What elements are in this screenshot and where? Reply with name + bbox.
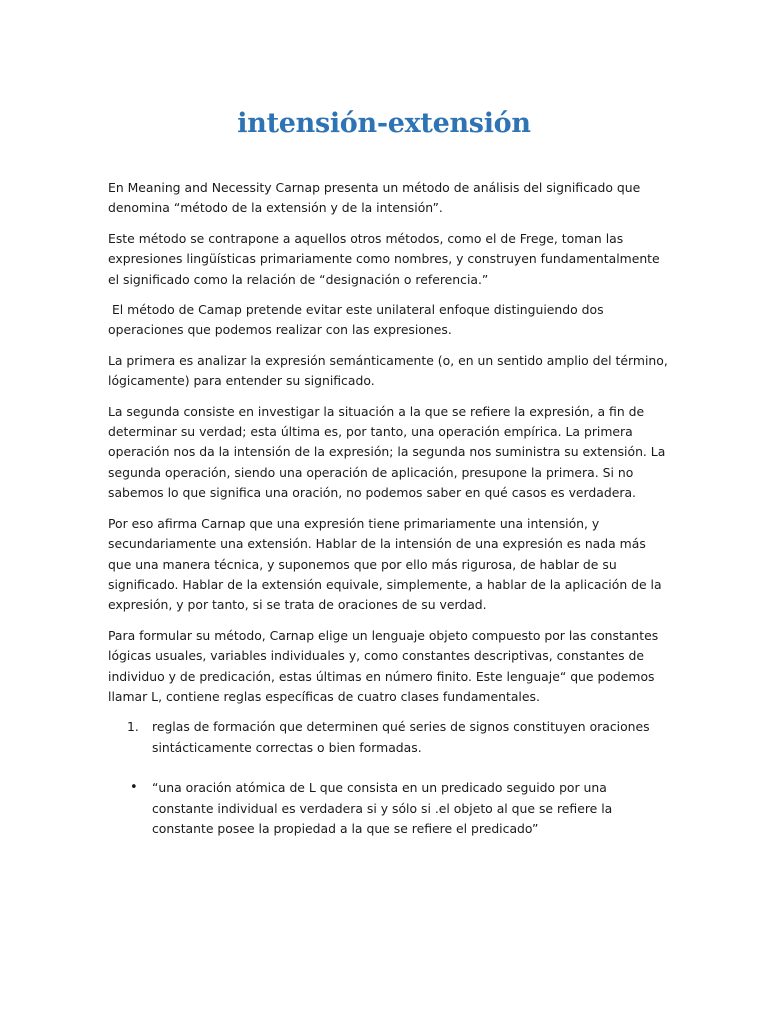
list-item-text: reglas de formación que determinen qué series de signos constituyen oraciones sintácticamente correctas o bien formadas. [152, 719, 650, 755]
paragraph-3: El método de Camap pretende evitar este unilateral enfoque distinguiendo dos operaciones que podemos realizar con las expresiones. [108, 302, 608, 338]
paragraph-4: La primera es analizar la expresión semánticamente (o, en un sentido amplio del término, lógicamente) para entender su significado. [108, 352, 668, 389]
numbered-list [108, 717, 668, 758]
list-item [108, 717, 668, 758]
document-title: intensión-extensión [237, 108, 531, 139]
bullet-icon: • [130, 780, 138, 796]
bullet-list [108, 778, 668, 839]
list-number: 1. [127, 719, 139, 735]
paragraph-5: La segunda consiste en investigar la situación a la que se refiere la expresión, a fin de determinar su verdad; esta última es, por tanto, una operación empírica. La primera operación nos da la intensión de la expresión; la segunda nos suministra su extensión. La segunda operación, siendo una operación de aplicación, presupone la primera. Si no sabemos lo que significa una oración, no podemos saber en qué casos es verdadera. [108, 403, 666, 501]
paragraph-1: En Meaning and Necessity Carnap presenta un método de análisis del significado que denomina “método de la extensión y de la intensión”. [108, 180, 641, 216]
document-body [108, 178, 668, 839]
paragraph-2: Este método se contrapone a aquellos otros métodos, como el de Frege, toman las expresiones lingüísticas primariamente como nombres, y construyen fundamentalmente el significado como la relación de “designación o referencia.” [108, 230, 660, 287]
paragraph-6: Por eso afirma Carnap que una expresión tiene primariamente una intensión, y secundariamente una extensión. Hablar de la intensión de una expresión es nada más que una manera técnica, y suponemos que por ello más rigurosa, de hablar de su significado. Hablar de la extensión equivale, simplemente, a hablar de la aplicación de la expresión, y por tanto, si se trata de oraciones de su verdad. [108, 515, 662, 613]
list-item-text: “una oración atómica de L que consista en un predicado seguido por una constante individual es verdadera si y sólo si .el objeto al que se refiere la constante posee la propiedad a la que se refiere el predicado” [152, 780, 613, 836]
paragraph-7: Para formular su método, Carnap elige un lenguaje objeto compuesto por las constantes lógicas usuales, variables individuales y, como constantes descriptivas, constantes de individuo y de predicación, estas últimas en número finito. Este lenguaje“ que podemos llamar L, contiene reglas específicas de cuatro clases fundamentales. [108, 627, 659, 704]
list-item [108, 778, 668, 839]
